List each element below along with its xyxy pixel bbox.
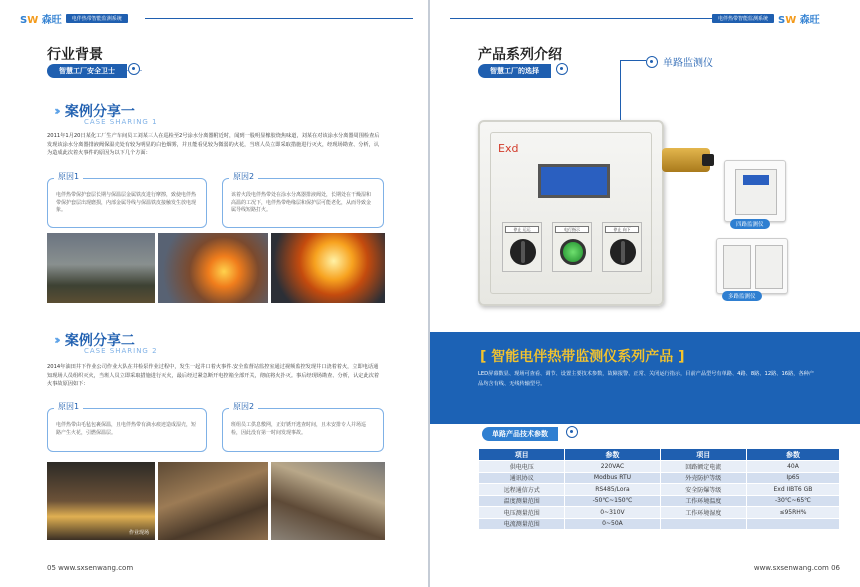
case1-reason1	[47, 172, 207, 228]
header-pill: 电伴热带智能监测系统	[66, 14, 128, 23]
photo-caption: 作业现场	[128, 530, 149, 536]
reason-text: 电伴热带保护套层长期与保温层金属铁皮进行摩擦，致使电伴热带保护套层出现磨损，内部金属导线与保温铁皮接触发生放电现象。	[56, 192, 197, 213]
page-title: 产品系列介绍	[478, 47, 562, 63]
reason-tag: 原因1	[54, 403, 83, 411]
callout-single	[646, 54, 713, 69]
four-channel-label: 四路监测仪	[730, 219, 770, 229]
case1-title: 案例分享一	[64, 104, 135, 120]
case1-english: CASE SHARING 1	[84, 118, 158, 126]
green-lamp-icon	[560, 239, 586, 265]
fire-smoke-photo	[47, 233, 155, 303]
reason-text: 班组员工供息敷网，正好锈开逃查时间，且未安排专人并场巡检，因此没有第一时间发现事故。	[231, 422, 367, 436]
reason-tag: 原因1	[54, 173, 83, 181]
cable-gland-nut	[702, 154, 714, 166]
band-description: LED屏幕数显、现场可查看、调节、设置主要技术参数，故障报警、正常、关闭运行指示，目前产品型号有单路、4路、8路、12路、16路，各种产品均含有线、无线传输型号。	[478, 371, 815, 387]
case1-photos	[47, 233, 385, 303]
left-folio: 05 www.sxsenwang.com	[47, 564, 134, 572]
right-page	[430, 0, 860, 587]
table-row: 电流测量范围 0~50A	[479, 518, 840, 530]
spec-header-row: 项目 参数 项目 参数	[479, 449, 840, 461]
callout-dot-icon	[646, 56, 658, 68]
left-page	[0, 0, 428, 587]
knob-icon	[510, 239, 536, 265]
selector-switch-right: 停止 向下	[602, 222, 642, 272]
device-screen	[538, 164, 610, 198]
header-rule	[450, 18, 712, 19]
page-subtitle: 智慧工厂安全卫士	[47, 64, 127, 78]
table-row: 温度测量范围 -50℃~150℃ 工作环境温度 -30℃~65℃	[479, 495, 840, 507]
reason-text: 电伴热带由毛毡包裹保温，且电伴热带有滴水痕迹造成湿壳，短路产生火花，引燃保温层。	[56, 422, 197, 436]
case2-title: 案例分享二	[64, 333, 135, 349]
brand-logo: SW 森旺	[778, 14, 820, 26]
page-subtitle: 智慧工厂的选择	[478, 64, 551, 78]
four-channel-thumb	[724, 160, 786, 222]
reason-tag: 原因2	[229, 173, 258, 181]
header-rule	[145, 18, 413, 19]
header-left	[20, 13, 128, 26]
fire-blaze-photo	[158, 233, 268, 303]
brand-logo: SW 森旺	[20, 14, 62, 26]
band-title: [ 智能电伴热带监测仪系列产品 ]	[480, 349, 685, 365]
chevrons-icon: ›››	[54, 104, 57, 118]
subtitle-dot-icon	[556, 63, 568, 75]
burned-pipe-photo	[158, 462, 268, 540]
exd-mark: Exd	[498, 142, 519, 155]
spec-dot-icon	[566, 426, 578, 438]
reason-text: 该着火段电伴热带处在涂水分离器排液阀处，长期处在干燥湿和高温的工况下，电伴热带绝缘层和保护层可能老化，从而导致金属导线短路打火。	[231, 192, 372, 213]
header-right	[712, 13, 820, 26]
callout-leader-vertical	[620, 60, 621, 120]
table-row: 远程通信方式 RS485/Lora 安全防爆等级 Exd IIBT6 GB	[479, 484, 840, 496]
reason-tag: 原因2	[229, 403, 258, 411]
callout-label: 单路监测仪	[663, 58, 713, 69]
spec-title: 单路产品技术参数	[482, 427, 558, 441]
header-pill: 电伴热带智能监测系统	[712, 14, 774, 23]
case1-reason2	[222, 172, 384, 228]
case1-text: 2011年1月20日某化工厂生产车间员工刘某三人在巡检至2号涂水分离器附近时，闻到一股明显橡胶烧焦味道，刘某在对该涂水分离器周围检查后发现该涂水分离器排液阀保温壳处有较为明显的白色烟雾，并且能看见较为微弱的火花，当班人员立即采取措施进行灭火，经现场勘查、分析，认为造成此次着火事件的原因为以下几个方面：	[47, 133, 380, 157]
callout-leader	[620, 60, 646, 61]
case2-photos	[47, 462, 385, 540]
knob-icon	[610, 239, 636, 265]
chevrons-icon: ›››	[54, 333, 57, 347]
subtitle-dot-icon	[128, 63, 140, 75]
right-folio: www.sxsenwang.com 06	[753, 564, 840, 572]
table-row: 电压测量范围 0~310V 工作环境湿度 ≤95RH%	[479, 507, 840, 519]
table-row: 通讯协议 Modbus RTU 外壳防护等级 Ip65	[479, 472, 840, 484]
multi-channel-label: 多路监测仪	[722, 291, 762, 301]
table-row: 供电电压 220VAC 回路额定电流 40A	[479, 461, 840, 473]
site-photo	[47, 462, 155, 540]
indicator-lamp: 电行指示	[552, 222, 592, 272]
selector-switch-left: 停止 运运	[502, 222, 542, 272]
case2-english: CASE SHARING 2	[84, 347, 158, 355]
case2-reason2	[222, 402, 384, 452]
case2-reason1	[47, 402, 207, 452]
spec-table	[478, 448, 840, 530]
fire-plant-photo	[271, 233, 385, 303]
single-channel-monitor	[478, 120, 664, 306]
case2-text: 2014年油田井下作业公司作业大队在井检泵作业过程中，发生一起井口着火事件.安全监督站监控室通过视频监控发现井口浇着着火，立即电话通知现场人员组织灭火，当班人员立即采取措施进行灭火，最后经过紧急断开电控箱全部开关，彻底将火扑灭。事后经现场勘查、分析，认定此次着火事故原因如下：	[47, 364, 380, 388]
burned-cable-photo	[271, 462, 385, 540]
multi-channel-thumb	[716, 238, 788, 294]
page-title: 行业背景	[47, 47, 103, 63]
